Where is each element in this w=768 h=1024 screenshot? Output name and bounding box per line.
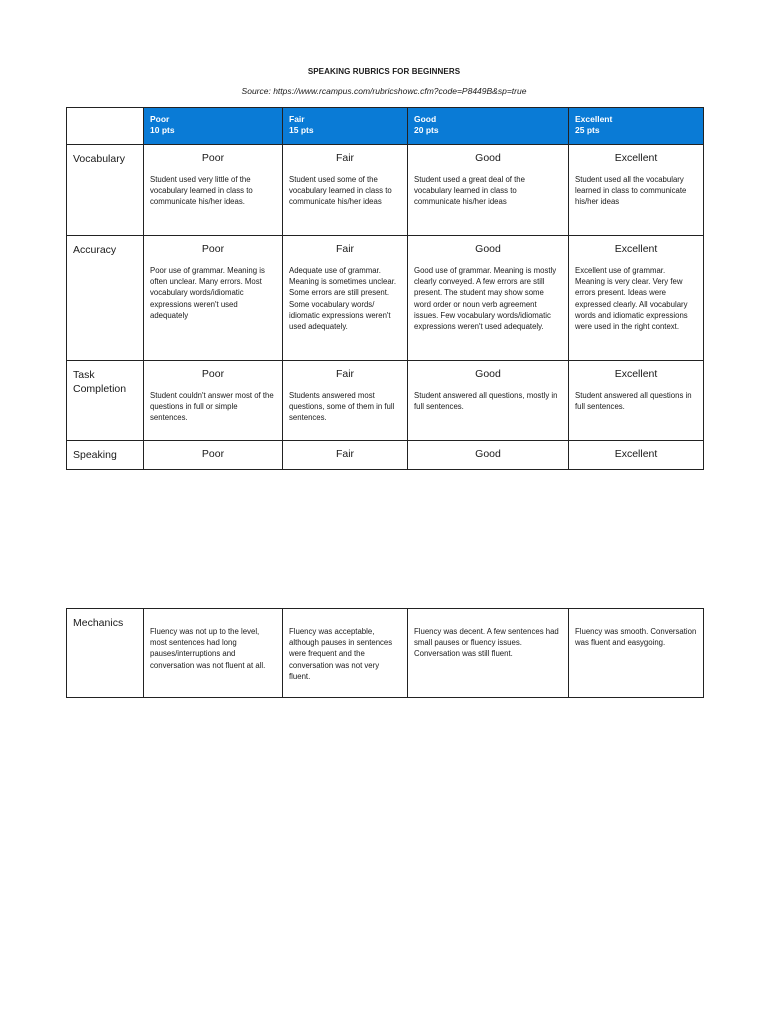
level-label: Excellent xyxy=(614,243,658,255)
level-label: Poor xyxy=(201,368,225,380)
header-level-points: 25 pts xyxy=(575,125,600,135)
criterion-label: Speaking xyxy=(67,441,144,470)
level-label: Excellent xyxy=(614,448,658,460)
document-source: Source: https://www.rcampus.com/rubricshowc.cfm?code=P8449B&sp=true xyxy=(241,86,527,96)
level-description: Excellent use of grammar. Meaning is very clear. Very few errors present. Ideas were expressed clearly. All vocabulary words and idiomatic expressions were used in the right context. xyxy=(575,266,688,332)
header-level-points: 20 pts xyxy=(414,125,439,135)
header-level-points: 10 pts xyxy=(150,125,175,135)
header-corner-cell xyxy=(67,108,144,145)
rubric-cell xyxy=(408,361,569,441)
header-level-name: Poor xyxy=(150,114,170,124)
header-level-name: Fair xyxy=(289,114,305,124)
level-description: Student used very little of the vocabulary learned in class to communicate his/her ideas. xyxy=(150,175,253,207)
rubric-cell xyxy=(144,441,283,470)
level-label: Good xyxy=(475,243,501,255)
header-level-name: Excellent xyxy=(575,114,613,124)
level-label: Poor xyxy=(201,243,225,255)
rubric-cell xyxy=(283,145,408,236)
document-title: SPEAKING RUBRICS FOR BEGINNERS xyxy=(307,67,461,76)
rubric-row-accuracy xyxy=(67,236,704,361)
rubric-cell xyxy=(408,236,569,361)
header-cell-fair xyxy=(283,108,408,145)
level-description: Fluency was smooth. Conversation was fluent and easygoing. xyxy=(569,609,704,698)
level-description: Students answered most questions, some of them in full sentences. xyxy=(289,391,395,423)
rubric-cell xyxy=(569,361,704,441)
rubric-cell xyxy=(408,145,569,236)
level-label: Good xyxy=(475,448,501,460)
criterion-label: Mechanics xyxy=(67,609,144,698)
level-label: Excellent xyxy=(614,368,658,380)
rubric-cell xyxy=(569,145,704,236)
level-label: Good xyxy=(475,368,501,380)
header-cell-excellent xyxy=(569,108,704,145)
mechanics-table xyxy=(66,608,704,698)
criterion-label: Accuracy xyxy=(67,236,144,361)
level-label: Fair xyxy=(335,368,355,380)
level-description: Good use of grammar. Meaning is mostly clearly conveyed. A few errors are still present. The student may show some word order or noun verb agreement issues. Few vocabulary words/idiomatic expressions weren't used adequately. xyxy=(414,266,557,332)
rubric-cell xyxy=(144,236,283,361)
level-label: Fair xyxy=(335,243,355,255)
level-description: Fluency was decent. A few sentences had small pauses or fluency issues. Conversation was still fluent. xyxy=(408,609,569,698)
level-label: Good xyxy=(475,152,501,164)
level-label: Poor xyxy=(201,152,225,164)
rubric-row-task-completion xyxy=(67,361,704,441)
rubric-cell xyxy=(283,236,408,361)
rubric-cell xyxy=(144,145,283,236)
level-description: Adequate use of grammar. Meaning is sometimes unclear. Some errors are still present. Some vocabulary words/ idiomatic expressions weren't used adequately. xyxy=(289,266,397,332)
rubric-cell xyxy=(408,441,569,470)
header-cell-good xyxy=(408,108,569,145)
rubric-cell xyxy=(569,441,704,470)
level-description: Student used a great deal of the vocabulary learned in class to communicate his/her ideas xyxy=(414,175,525,207)
level-description: Fluency was acceptable, although pauses in sentences were frequent and the conversation was not very fluent. xyxy=(283,609,408,698)
level-label: Excellent xyxy=(614,152,658,164)
level-description: Student used some of the vocabulary learned in class to communicate his/her ideas xyxy=(289,175,392,207)
header-row xyxy=(67,108,704,145)
rubric-table xyxy=(66,107,704,470)
level-description: Student used all the vocabulary learned in class to communicate his/her ideas xyxy=(575,175,687,207)
level-description: Student answered all questions in full sentences. xyxy=(575,391,692,412)
header-cell-poor xyxy=(144,108,283,145)
criterion-label: Vocabulary xyxy=(67,145,144,236)
rubric-cell xyxy=(569,236,704,361)
rubric-row-speaking xyxy=(67,441,704,470)
rubric-row-mechanics xyxy=(67,609,704,698)
rubric-row-vocabulary xyxy=(67,145,704,236)
rubric-cell xyxy=(283,441,408,470)
rubric-cell xyxy=(144,361,283,441)
level-description: Fluency was not up to the level, most sentences had long pauses/interruptions and conversation was not fluent at all. xyxy=(144,609,283,698)
level-label: Fair xyxy=(335,152,355,164)
level-label: Poor xyxy=(201,448,225,460)
header-level-name: Good xyxy=(414,114,437,124)
header-level-points: 15 pts xyxy=(289,125,314,135)
level-description: Student couldn't answer most of the questions in full or simple sentences. xyxy=(150,391,274,423)
level-label: Fair xyxy=(335,448,355,460)
level-description: Poor use of grammar. Meaning is often unclear. Many errors. Most vocabulary words/idiomatic expressions weren't used adequately xyxy=(150,266,265,320)
criterion-label: Task Completion xyxy=(67,361,144,441)
rubric-cell xyxy=(283,361,408,441)
level-description: Student answered all questions, mostly in full sentences. xyxy=(414,391,558,412)
